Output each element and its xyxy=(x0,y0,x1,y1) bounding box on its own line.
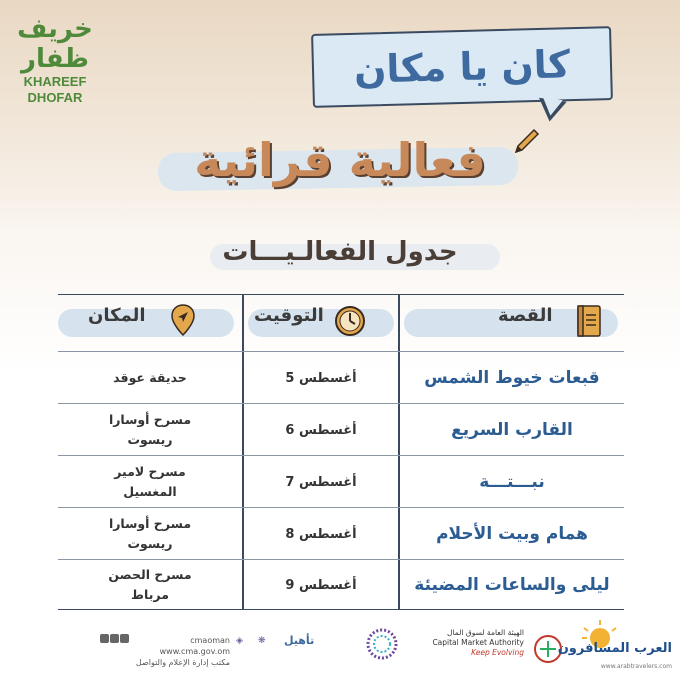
clock-icon xyxy=(334,305,366,337)
youtube-icon[interactable] xyxy=(110,634,119,643)
website[interactable]: www.cma.gov.om xyxy=(159,647,230,656)
khareef-dhofar-logo xyxy=(10,14,100,114)
story-header-label: القصة xyxy=(498,305,553,326)
row-1-place: حديقة عوقد xyxy=(113,370,187,385)
sponsor-logo: ◈ xyxy=(236,636,243,646)
book-icon xyxy=(574,303,604,339)
row-4-story: همام وبيت الأحلام xyxy=(436,524,588,544)
row-3-time: 7 أغسطس xyxy=(285,474,357,490)
social-block xyxy=(100,634,230,668)
subtitle: فعالية قرائية xyxy=(194,133,486,187)
time-header-label: التوقيت xyxy=(254,305,324,326)
row-4-place: مسرح أوسارا ريسوت xyxy=(108,516,192,551)
row-divider xyxy=(58,403,624,404)
title-speech-bubble xyxy=(311,26,613,108)
location-pin-icon xyxy=(170,303,196,337)
cma-logo-tagline: Keep Evolving xyxy=(471,648,524,657)
cma-logo-english: Capital Market Authority xyxy=(432,638,524,647)
social-handle-row xyxy=(100,634,230,646)
office-name: مكتب إدارة الإعلام والتواصل xyxy=(135,658,230,667)
sponsor-logo: ❋ xyxy=(258,636,266,646)
cma-logo xyxy=(424,628,524,658)
logo-line2: DHOFAR xyxy=(27,90,83,105)
row-3-place: مسرح لامير المغسيل xyxy=(114,464,186,499)
row-divider xyxy=(58,351,624,352)
row-divider xyxy=(58,455,624,456)
schedule-title: جدول الفعالـيـــات xyxy=(222,237,458,267)
watermark-url: www.arabtravelers.com xyxy=(600,663,672,670)
row-1-story: قبعات خيوط الشمس xyxy=(424,368,600,388)
row-divider xyxy=(58,559,624,560)
cma-logo-arabic: الهيئة العامة لسوق المال xyxy=(447,628,524,637)
watermark-sun-logo xyxy=(557,616,676,676)
row-5-place: مسرح الحصن مرباط xyxy=(108,567,192,602)
twitter-icon[interactable] xyxy=(100,634,109,643)
row-5-time: 9 أغسطس xyxy=(285,577,357,593)
logo-line1: KHAREEF xyxy=(23,74,87,89)
place-header-stripe xyxy=(58,309,234,337)
row-divider xyxy=(58,507,624,508)
row-2-story: القارب السريع xyxy=(451,420,573,440)
bubble-title: كان يا مكان xyxy=(353,42,571,92)
tahil-logo: تأهيل xyxy=(284,634,315,647)
row-5-story: ليلى والساعات المضيئة xyxy=(414,575,610,595)
social-handle: cmaoman xyxy=(190,635,230,645)
row-1-time: 5 أغسطس xyxy=(285,370,357,386)
row-3-story: نبـــتـــة xyxy=(479,472,545,492)
instagram-icon[interactable] xyxy=(120,634,129,643)
place-header-label: المكان xyxy=(88,305,146,326)
row-4-time: 8 أغسطس xyxy=(285,526,357,542)
row-2-place: مسرح أوسارا ريسوت xyxy=(108,412,192,447)
vision-logo xyxy=(352,626,412,666)
watermark-text: العرب المسافرون xyxy=(557,641,672,656)
events-table xyxy=(58,294,624,610)
logo-arabic-text: خريف ظفار xyxy=(17,14,93,74)
bubble-tail xyxy=(536,98,567,124)
row-2-time: 6 أغسطس xyxy=(285,422,357,438)
